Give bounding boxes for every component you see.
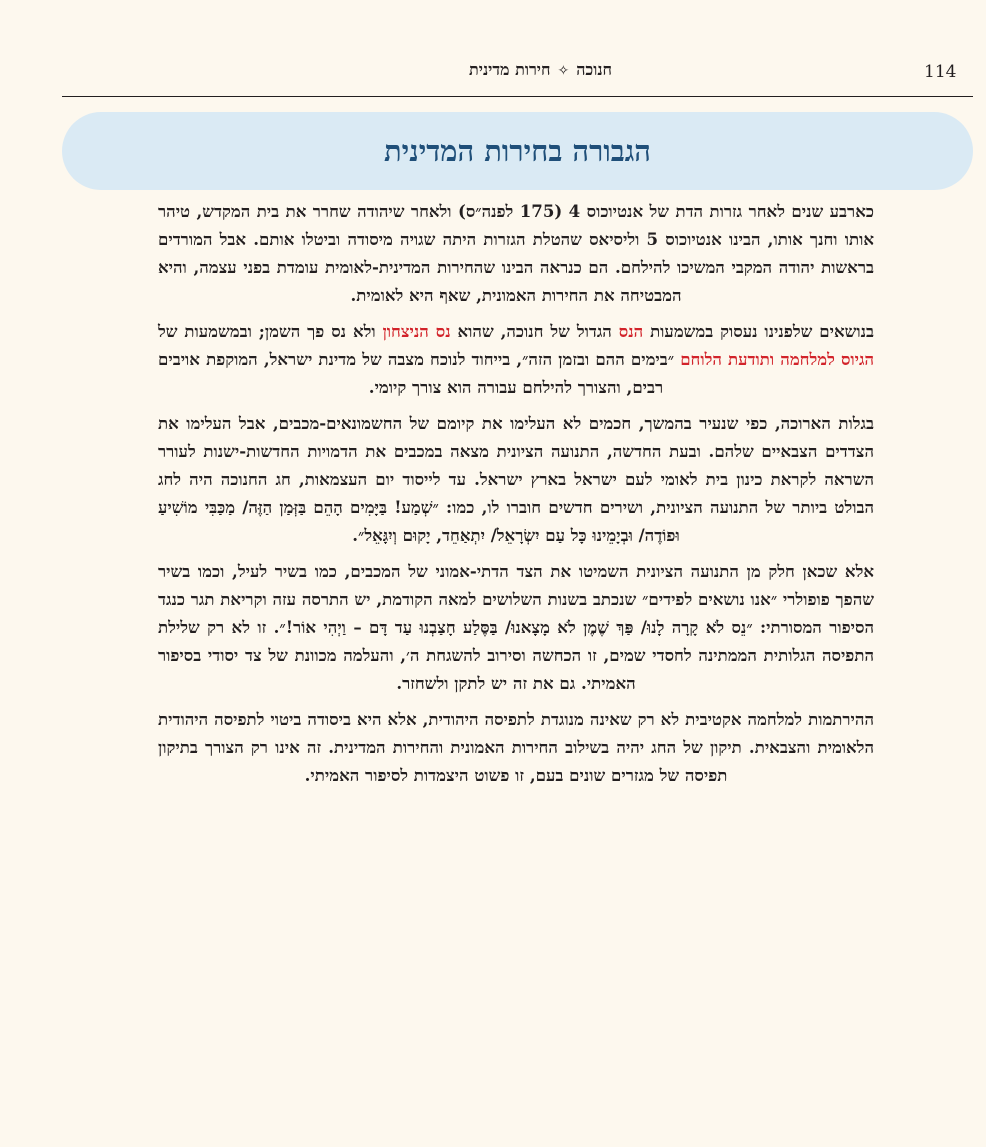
article-body [158, 197, 874, 797]
section-title: חירות מדינית [468, 60, 551, 79]
highlighted-term: הגיוס למלחמה ותודעת הלוחם [680, 349, 875, 369]
running-header [300, 60, 612, 80]
paragraph-text: בגלות הארוכה, כפי שנעיר בהמשך, חכמים לא העלימו את קיומם של החשמונאים-מכבים, אבל העלימו את הצדדים הצבאיים שלהם. ובעת החדשה, התנועה הציונית מצאה במכבים את הדמויות החדשות-ישנות לעורר השראה לקראת כינון בית לאומי לעם ישראל בארץ ישראל. עד לייסוד יום העצמאות, חג החנוכה היה לחג הבולט ביותר של התנועה הציונית, ושירים חדשים חוברו לו, כמו: ״שְׁמַע! בַּיָּמִים הָהֵם בַּזְּמַן הַזֶּה/ מַכַּבִּי מוֹשִׁיעַ וּפוֹדֶה/ וּבְיָמֵינוּ כָּל עַם יִשְׂרָאֵל/ יִתְאַחֵד, יָקוּם וְיִגָּאֵל״. [158, 413, 874, 545]
book-title: חנוכה [576, 60, 612, 79]
page-number: 114 [924, 62, 957, 82]
paragraph-text: אלא שכאן חלק מן התנועה הציונית השמיטו את הצד הדתי-אמוני של המכבים, כמו בשיר לעיל, וכמו בשיר שהפך פופולרי ״אנו נושאים לפידים״ שנכתב בשנות השלושים למאה הקודמת, יש התרסה עזה וקריאת תגר כנגד הסיפור המסורתי: ״נֵס לֹא קָרָה לָנוּ/ פַּךְ שֶׁמֶן לֹא מָצָאנוּ/ בַּסֶּלַע חָצַבְנוּ עַד דָּם – וַיְהִי אוֹר!״. זו לא רק שלילת התפיסה הגלותית הממתינה לחסדי שמים, זו הכחשה וסירוב להשגחת ה׳, והעלמה מכוונת של צד יסודי בסיפור האמיתי. גם את זה יש לתקן ולשחזר. [158, 561, 874, 693]
paragraph-text: הגדול של חנוכה, שהוא [450, 321, 619, 341]
paragraph-text: כארבע שנים לאחר גזרות הדת של אנטיוכוס 4 (175 לפנה״ס) ולאחר שיהודה שחרר את בית המקדש, טיהר אותו וחנך אותו, הבינו אנטיוכוס 5 וליסיאס שהטלת הגזרות היתה שגויה מיסודה וביטלו אותם. אבל המורדים בראשות יהודה המקבי המשיכו להילחם. הם כנראה הבינו שהחירות המדינית-לאומית עומדת בפני עצמה, והיא המבטיחה את החירות האמונית, שאף היא לאומית. [158, 201, 874, 305]
chapter-title: הגבורה בחירות המדינית [383, 133, 651, 168]
paragraph [158, 409, 874, 549]
paragraph [158, 317, 874, 401]
title-banner [62, 112, 973, 190]
paragraph [158, 557, 874, 697]
paragraph-text: ״בימים ההם ובזמן הזה״, בייחוד לנוכח מצבה של מדינת ישראל, המוקפת אויבים רבים, והצורך להילחם עבורה הוא צורך קיומי. [158, 349, 681, 397]
highlighted-term: הנס [618, 321, 644, 341]
paragraph-text: בנושאים שלפנינו נעסוק במשמעות [643, 321, 874, 341]
highlighted-term: נס הניצחון [382, 321, 451, 341]
separator-icon: ✧ [557, 63, 570, 79]
paragraph-text: ההירתמות למלחמה אקטיבית לא רק שאינה מנוגדת לתפיסה היהודית, אלא היא ביסודה ביטוי לתפיסה היהודית הלאומית והצבאית. תיקון של החג יהיה בשילוב החירות האמונית והחירות המדינית. זה אינו רק הצורך בתיקון תפיסה של מגזרים שונים בעם, זו פשוט היצמדות לסיפור האמיתי. [158, 709, 874, 785]
paragraph [158, 197, 874, 309]
header-rule [62, 96, 973, 97]
paragraph-text: ולא נס פך השמן; ובמשמעות של [158, 321, 383, 341]
paragraph [158, 705, 874, 789]
